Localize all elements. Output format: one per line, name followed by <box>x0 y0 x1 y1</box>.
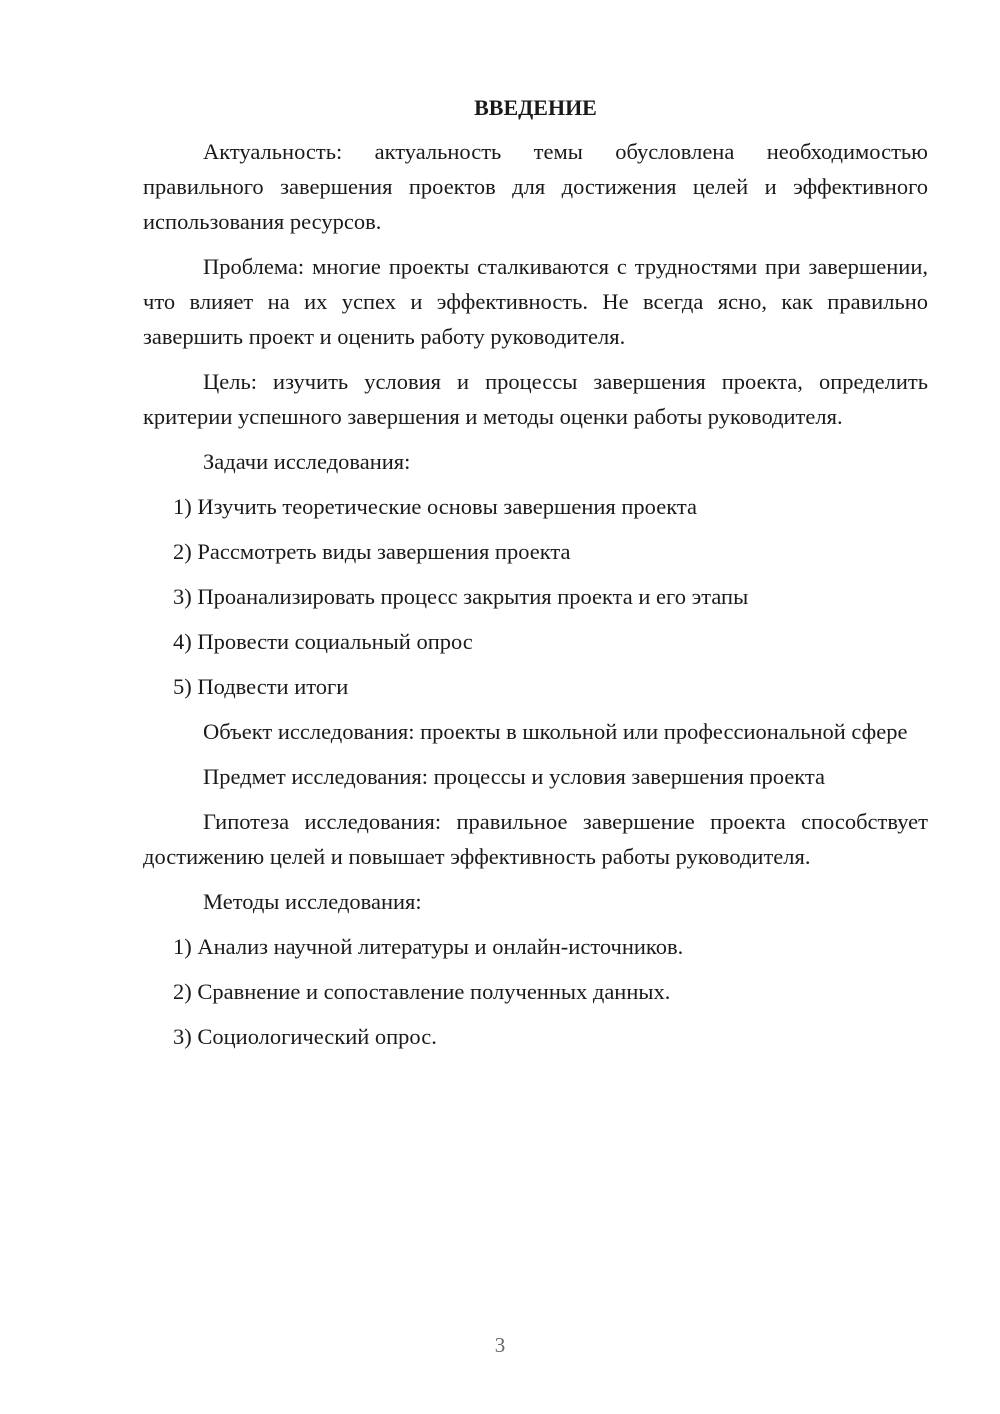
tasks-list <box>143 489 928 704</box>
list-item: 5) Подвести итоги <box>173 674 349 699</box>
page-number: 3 <box>494 1333 506 1357</box>
page-title: ВВЕДЕНИЕ <box>474 95 597 120</box>
problem-paragraph: Проблема: многие проекты сталкиваются с трудностями при завершении, что влияет на их успех и эффективность. Не всегда ясно, как правильно завершить проект и оценить работу руководителя. <box>143 254 928 349</box>
list-item: 2) Рассмотреть виды завершения проекта <box>173 539 571 564</box>
list-item: 3) Проанализировать процесс закрытия проекта и его этапы <box>173 584 749 609</box>
list-item: 1) Изучить теоретические основы завершения проекта <box>173 494 697 519</box>
object-paragraph: Объект исследования: проекты в школьной или профессиональной сфере <box>203 719 908 744</box>
methods-title: Методы исследования: <box>203 889 422 914</box>
list-item: 2) Сравнение и сопоставление полученных данных. <box>173 979 671 1004</box>
hypothesis-paragraph: Гипотеза исследования: правильное завершение проекта способствует достижению целей и повышает эффективность работы руководителя. <box>143 809 928 869</box>
methods-list <box>143 929 928 1054</box>
document-page <box>143 90 928 1064</box>
list-item: 1) Анализ научной литературы и онлайн-источников. <box>173 934 684 959</box>
relevance-paragraph: Актуальность: актуальность темы обусловлена необходимостью правильного завершения проектов для достижения целей и эффективного использования ресурсов. <box>143 139 928 234</box>
list-item: 3) Социологический опрос. <box>173 1024 437 1049</box>
goal-paragraph: Цель: изучить условия и процессы завершения проекта, определить критерии успешного завершения и методы оценки работы руководителя. <box>143 369 928 429</box>
subject-paragraph: Предмет исследования: процессы и условия завершения проекта <box>203 764 825 789</box>
tasks-title: Задачи исследования: <box>203 449 411 474</box>
list-item: 4) Провести социальный опрос <box>173 629 473 654</box>
